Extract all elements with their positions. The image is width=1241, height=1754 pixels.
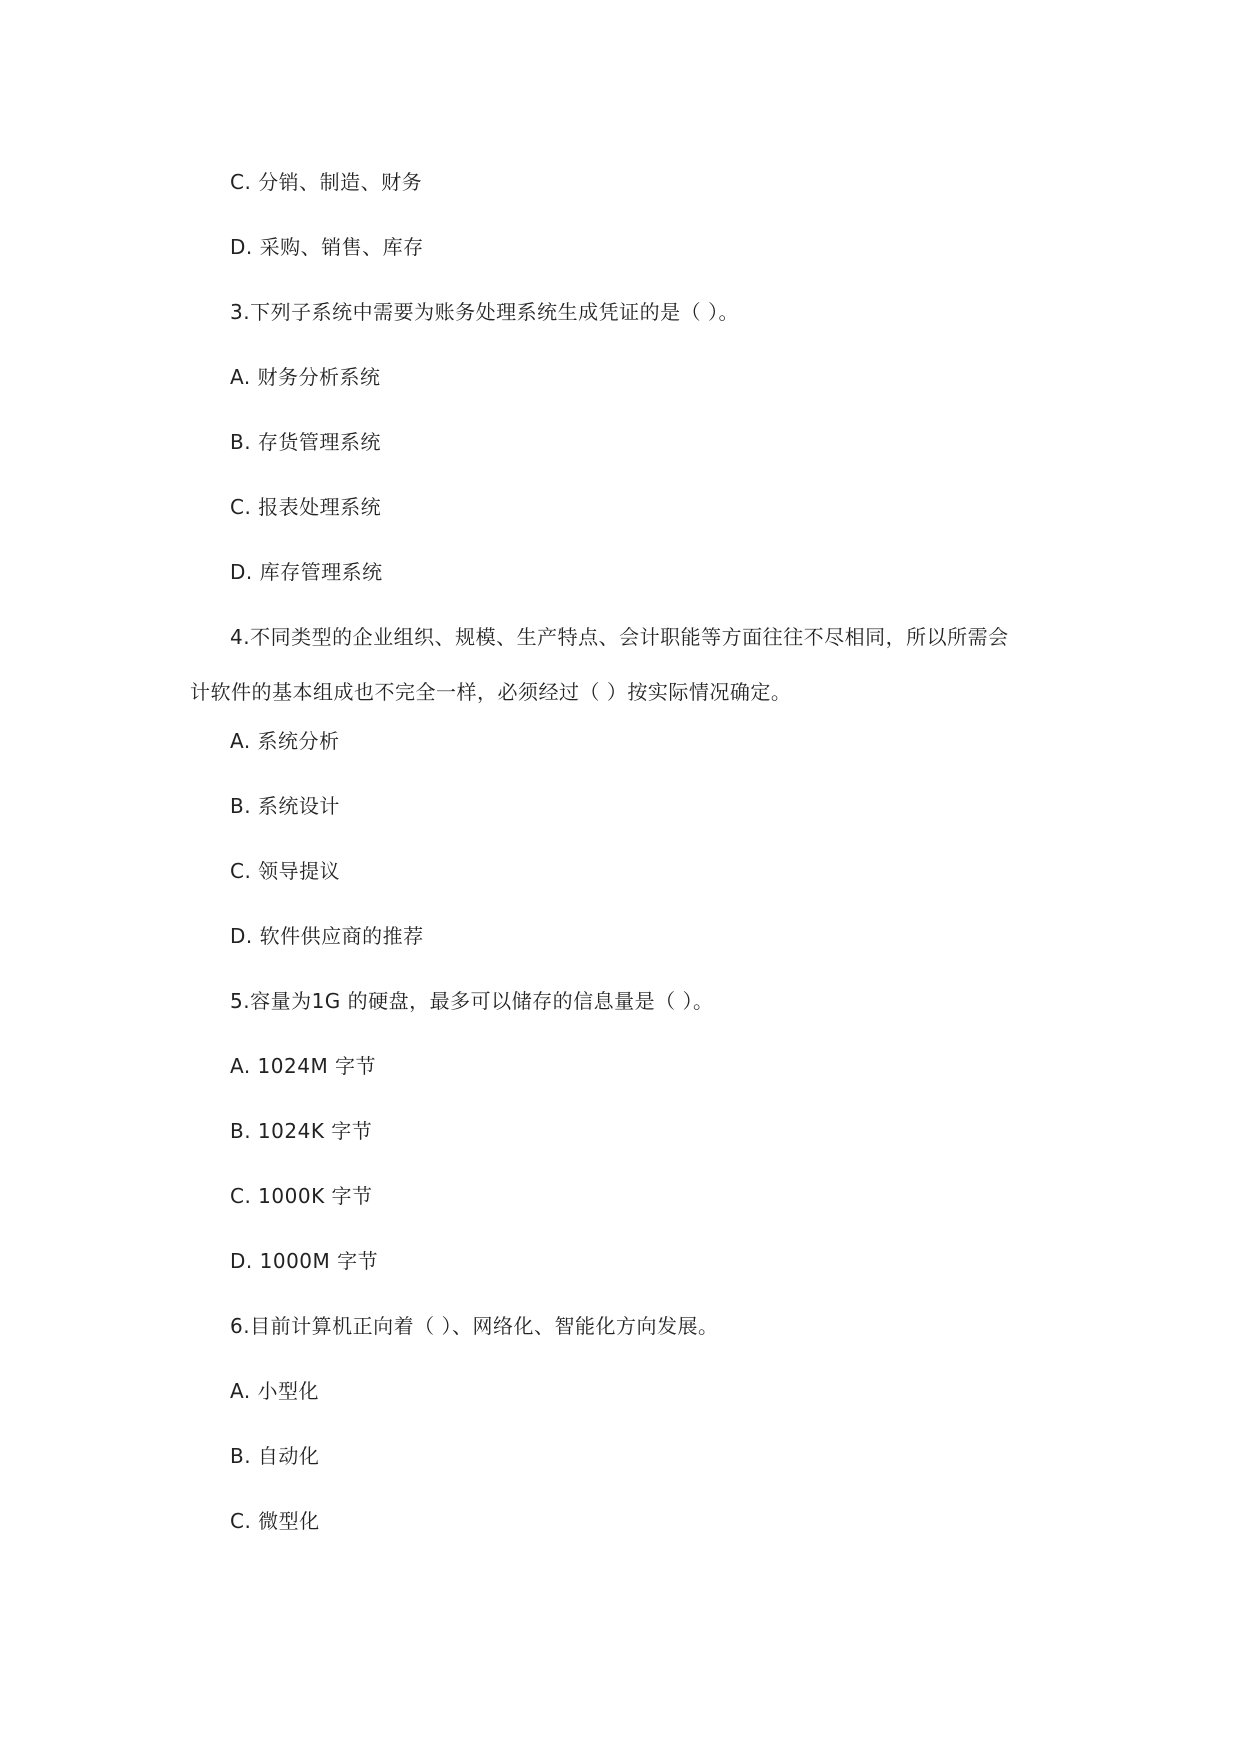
option-d-q4: D. 软件供应商的推荐 — [230, 924, 424, 948]
option-d-q5: D. 1000M 字节 — [230, 1249, 379, 1273]
question-3: 3.下列子系统中需要为账务处理系统生成凭证的是（ ）。 — [230, 300, 739, 324]
option-d-q2: D. 采购、销售、库存 — [230, 235, 424, 259]
question-4-line-2: 计软件的基本组成也不完全一样，必须经过（ ）按实际情况确定。 — [190, 680, 792, 704]
question-4-line-1: 4.不同类型的企业组织、规模、生产特点、会计职能等方面往往不尽相同，所以所需会 — [230, 625, 1009, 649]
option-c-q2: C. 分销、制造、财务 — [230, 170, 423, 194]
option-b-q5: B. 1024K 字节 — [230, 1119, 373, 1143]
option-b-q3: B. 存货管理系统 — [230, 430, 381, 454]
question-5: 5.容量为1G 的硬盘，最多可以储存的信息量是（ ）。 — [230, 989, 714, 1013]
option-c-q4: C. 领导提议 — [230, 859, 341, 883]
option-a-q6: A. 小型化 — [230, 1379, 320, 1403]
option-c-q3: C. 报表处理系统 — [230, 495, 382, 519]
option-c-q6: C. 微型化 — [230, 1509, 320, 1533]
option-b-q4: B. 系统设计 — [230, 794, 340, 818]
option-d-q3: D. 库存管理系统 — [230, 560, 383, 584]
option-b-q6: B. 自动化 — [230, 1444, 320, 1468]
option-a-q5: A. 1024M 字节 — [230, 1054, 377, 1078]
option-c-q5: C. 1000K 字节 — [230, 1184, 373, 1208]
option-a-q4: A. 系统分析 — [230, 729, 340, 753]
option-a-q3: A. 财务分析系统 — [230, 365, 381, 389]
question-6: 6.目前计算机正向着（ ）、网络化、智能化方向发展。 — [230, 1314, 719, 1338]
